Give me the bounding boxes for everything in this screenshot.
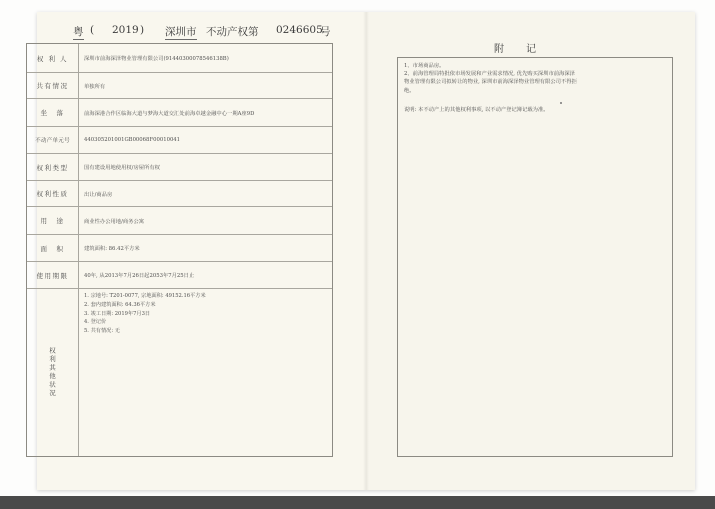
row-label: 使用期限	[27, 262, 79, 288]
row-label: 共有情况	[27, 73, 79, 98]
table-row	[27, 207, 332, 235]
province-prefix: 粤	[73, 26, 84, 38]
table-row	[27, 44, 332, 73]
annex-title: 附记	[494, 44, 558, 55]
annex-line: 1、市场商品房。	[404, 63, 445, 69]
paren-close: )	[140, 24, 145, 36]
row-label	[27, 289, 79, 456]
row-value: 单独所有	[84, 83, 106, 90]
row-label: 权利性质	[27, 181, 79, 206]
certificate-title: 不动产权第	[206, 26, 259, 38]
row-label: 面 积	[27, 235, 79, 261]
table-row	[27, 262, 332, 289]
annex-line: 物业管理有限公司拟转让的物业, 深圳市前海深泽物业管理有限公司不得拒	[404, 79, 577, 86]
annex-line: 绝。	[404, 87, 415, 94]
list-item: 4. 登记价	[84, 319, 107, 326]
annex-line: 2、前海管理局特批依市场发展和产业需求情况, 优先购买深圳市前海深泽	[404, 71, 575, 78]
certificate-header	[26, 24, 331, 42]
list-item: 5. 共有情况: 无	[84, 328, 120, 335]
certificate-number: 0246605	[276, 24, 323, 36]
number-suffix: 号	[320, 26, 331, 38]
table-row	[27, 99, 332, 127]
row-value: 深圳市前海深泽物业管理有限公司(91440300078546138B)	[84, 56, 229, 62]
registration-table	[26, 43, 333, 457]
list-item: 3. 竣工日期: 2019年7月3日	[84, 310, 151, 317]
row-value: 前海深港合作区临海大道与梦海大道交汇处前海卓越金融中心一期A座9D	[84, 110, 255, 117]
row-value: 国有建设用地使用权/房屋所有权	[84, 165, 160, 171]
row-label: 坐 落	[27, 99, 79, 126]
table-row	[27, 73, 332, 99]
table-row	[27, 127, 332, 154]
other-status-row	[27, 289, 332, 456]
other-status-list	[84, 292, 206, 336]
row-label: 不动产单元号	[27, 127, 79, 153]
annex-note: 说明: 本不动产上的其他权利事项, 以不动产登记簿记载为准。	[404, 106, 549, 113]
table-row	[27, 181, 332, 207]
row-value: 商业性办公用地/商务公寓	[84, 218, 145, 225]
page-fold	[363, 12, 369, 490]
table-row	[27, 154, 332, 181]
year: 2019	[112, 24, 139, 36]
list-item: 1. 宗地号: T201-0077, 宗地面积: 49152.16平方米	[84, 293, 206, 299]
row-label: 权利类型	[27, 154, 79, 180]
scan-bottom-edge	[0, 496, 715, 509]
other-status-label: 权利其他状况	[48, 347, 56, 398]
row-label: 权 利 人	[27, 44, 79, 72]
annex-box	[397, 57, 673, 457]
list-item: 2. 套内建筑面积: 64.36平方米	[84, 301, 156, 308]
row-value: 建筑面积: 86.42平方米	[84, 246, 140, 252]
paren-open: (	[90, 24, 95, 36]
annex-content	[404, 62, 666, 114]
row-value: 440305201001GB00068F00010041	[84, 137, 181, 143]
row-label: 用 途	[27, 207, 79, 234]
city: 深圳市	[165, 26, 197, 38]
table-row	[27, 235, 332, 262]
row-value: 40年, 从2013年7月26日起2053年7月25日止	[84, 273, 195, 279]
ink-dot	[560, 102, 562, 104]
row-value: 出让/商品房	[84, 191, 113, 198]
